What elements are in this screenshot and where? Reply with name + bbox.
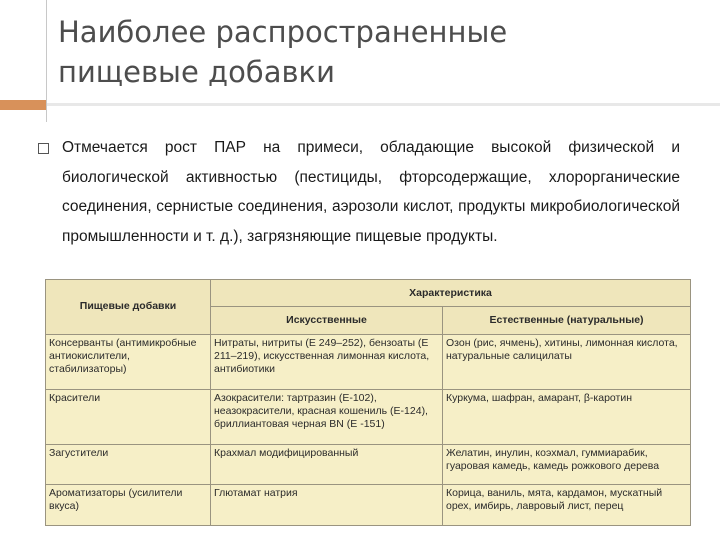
decor-divider — [47, 103, 720, 106]
row-name: Ароматизаторы (усилители вкуса) — [46, 485, 211, 526]
row-natural: Корица, ваниль, мята, кардамон, мускатный орех, имбирь, лавровый лист, перец — [443, 485, 691, 526]
table-row — [46, 444, 691, 485]
table-row — [46, 334, 691, 389]
table-row — [46, 485, 691, 526]
row-name: Консерванты (антимикробные антиокислители, стабилизаторы) — [46, 334, 211, 389]
header-natural: Естественные (натуральные) — [443, 307, 691, 334]
row-name: Красители — [46, 389, 211, 444]
row-artificial: Нитраты, нитриты (Е 249–252), бензоаты (Е 211–219), искусственная лимонная кислота, антибиотики — [211, 334, 443, 389]
header-food-additives: Пищевые добавки — [46, 280, 211, 335]
table — [45, 279, 691, 526]
bullet-square-icon — [38, 143, 49, 154]
title-line-2: пищевые добавки — [58, 55, 335, 89]
header-artificial: Искусственные — [211, 307, 443, 334]
row-artificial: Глютамат натрия — [211, 485, 443, 526]
title-line-1: Наиболее распространенные — [58, 15, 508, 49]
table-row — [46, 389, 691, 444]
decor-accent-bar — [0, 100, 46, 110]
row-natural: Желатин, инулин, коэхмал, гуммиарабик, гуаровая камедь, камедь рожкового дерева — [443, 444, 691, 485]
bullet-paragraph: Отмечается рост ПАР на примеси, обладающие высокой физической и биологической активностью (пестициды, фторсодержащие, хлорорганические соединения, сернистые соединения, аэрозоли кислот, продукты микробиологической промышленности и т. д.), загрязняющие пищевые продукты. — [62, 139, 680, 245]
row-name: Загустители — [46, 444, 211, 485]
row-artificial: Азокрасители: тартразин (Е-102), неазокрасители, красная кошениль (Е-124), бриллиантовая черная BN (Е -151) — [211, 389, 443, 444]
additives-table — [45, 279, 690, 526]
row-artificial: Крахмал модифицированный — [211, 444, 443, 485]
header-characteristic: Характеристика — [211, 280, 691, 307]
slide-title — [58, 12, 678, 92]
row-natural: Куркума, шафран, амарант, β-каротин — [443, 389, 691, 444]
row-natural: Озон (рис, ячмень), хитины, лимонная кислота, натуральные салицилаты — [443, 334, 691, 389]
